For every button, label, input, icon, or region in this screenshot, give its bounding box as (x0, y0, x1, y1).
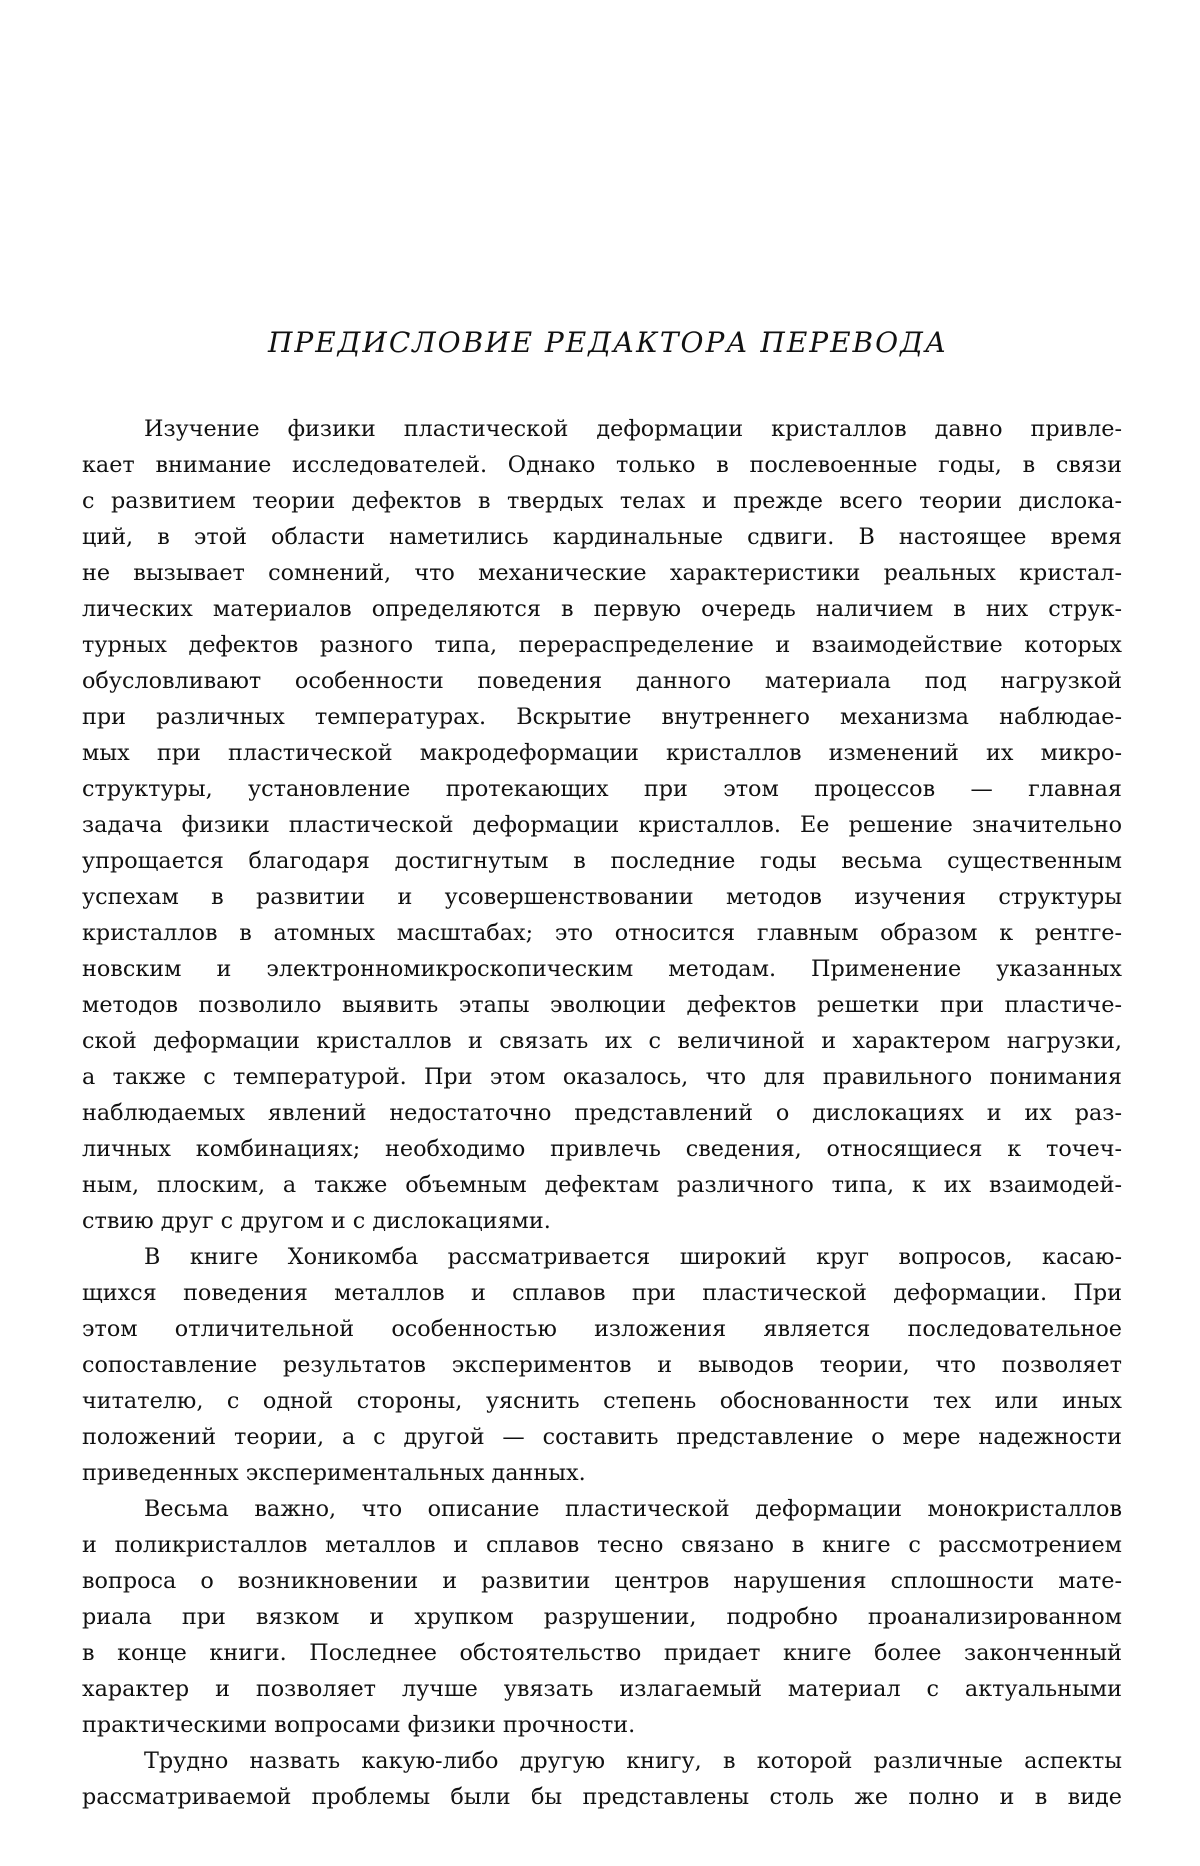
paragraph-3 (82, 1491, 1122, 1743)
text-line: Изучение физики пластической деформации кристаллов давно привле- (144, 416, 1122, 442)
text-line: Трудно назвать какую-либо другую книгу, в которой различные аспекты (144, 1748, 1122, 1774)
text-line: кристаллов в атомных масштабах; это относится главным образом к рентге- (82, 920, 1122, 946)
text-line: успехам в развитии и усовершенствовании методов изучения структуры (82, 884, 1122, 910)
text-line: ций, в этой области наметились кардинальные сдвиги. В настоящее время (82, 524, 1122, 550)
text-line: кает внимание исследователей. Однако только в послевоенные годы, в связи (82, 452, 1122, 478)
text-line: этом отличительной особенностью изложения является последовательное (82, 1316, 1122, 1342)
text-line: новским и электронномикроскопическим методам. Применение указанных (82, 956, 1122, 982)
text-line: щихся поведения металлов и сплавов при пластической деформации. При (82, 1280, 1122, 1306)
text-line: мых при пластической макродеформации кристаллов изменений их микро- (82, 740, 1122, 766)
text-line: турных дефектов разного типа, перераспределение и взаимодействие которых (82, 632, 1122, 658)
text-line: наблюдаемых явлений недостаточно представлений о дислокациях и их раз- (82, 1100, 1122, 1126)
text-line: Весьма важно, что описание пластической деформации монокристаллов (144, 1496, 1122, 1522)
text-line: и поликристаллов металлов и сплавов тесно связано в книге с рассмотрением (82, 1532, 1122, 1558)
text-line: а также с температурой. При этом оказалось, что для правильного понимания (82, 1064, 1122, 1090)
body-text (82, 411, 1122, 1815)
text-line: методов позволило выявить этапы эволюции дефектов решетки при пластиче- (82, 992, 1122, 1018)
text-line: сопоставление результатов экспериментов и выводов теории, что позволяет (82, 1352, 1122, 1378)
text-line: структуры, установление протекающих при этом процессов — главная (82, 776, 1122, 802)
paragraph-2 (82, 1239, 1122, 1491)
text-line: обусловливают особенности поведения данного материала под нагрузкой (82, 668, 1122, 694)
text-line: ным, плоским, а также объемным дефектам различного типа, к их взаимодей- (82, 1172, 1122, 1198)
text-line: положений теории, а с другой — составить представление о мере надежности (82, 1424, 1122, 1450)
text-line: упрощается благодаря достигнутым в последние годы весьма существенным (82, 848, 1122, 874)
text-line: лических материалов определяются в первую очередь наличием в них струк- (82, 596, 1122, 622)
text-line: ской деформации кристаллов и связать их с величиной и характером нагрузки, (82, 1028, 1122, 1054)
page-heading: ПРЕДИСЛОВИЕ РЕДАКТОРА ПЕРЕВОДА (267, 326, 949, 359)
text-line: приведенных экспериментальных данных. (82, 1460, 586, 1486)
text-line: личных комбинациях; необходимо привлечь сведения, относящиеся к точеч- (82, 1136, 1122, 1162)
text-line: характер и позволяет лучше увязать излагаемый материал с актуальными (82, 1676, 1122, 1702)
paragraph-1 (82, 411, 1122, 1239)
text-line: не вызывает сомнений, что механические характеристики реальных кристал- (82, 560, 1122, 586)
text-line: задача физики пластической деформации кристаллов. Ее решение значительно (82, 812, 1122, 838)
text-line: практическими вопросами физики прочности. (82, 1712, 636, 1738)
text-line: рассматриваемой проблемы были бы представлены столь же полно и в виде (82, 1784, 1122, 1810)
text-line: в конце книги. Последнее обстоятельство придает книге более законченный (82, 1640, 1122, 1666)
text-line: вопроса о возникновении и развитии центров нарушения сплошности мате- (82, 1568, 1122, 1594)
text-line: при различных температурах. Вскрытие внутреннего механизма наблюдае- (82, 704, 1122, 730)
text-line: риала при вязком и хрупком разрушении, подробно проанализированном (82, 1604, 1122, 1630)
text-line: В книге Хоникомба рассматривается широкий круг вопросов, касаю- (144, 1244, 1122, 1270)
text-line: с развитием теории дефектов в твердых телах и прежде всего теории дислока- (82, 488, 1122, 514)
text-line: ствию друг с другом и с дислокациями. (82, 1208, 551, 1234)
text-line: читателю, с одной стороны, уяснить степень обоснованности тех или иных (82, 1388, 1122, 1414)
paragraph-4 (82, 1743, 1122, 1815)
